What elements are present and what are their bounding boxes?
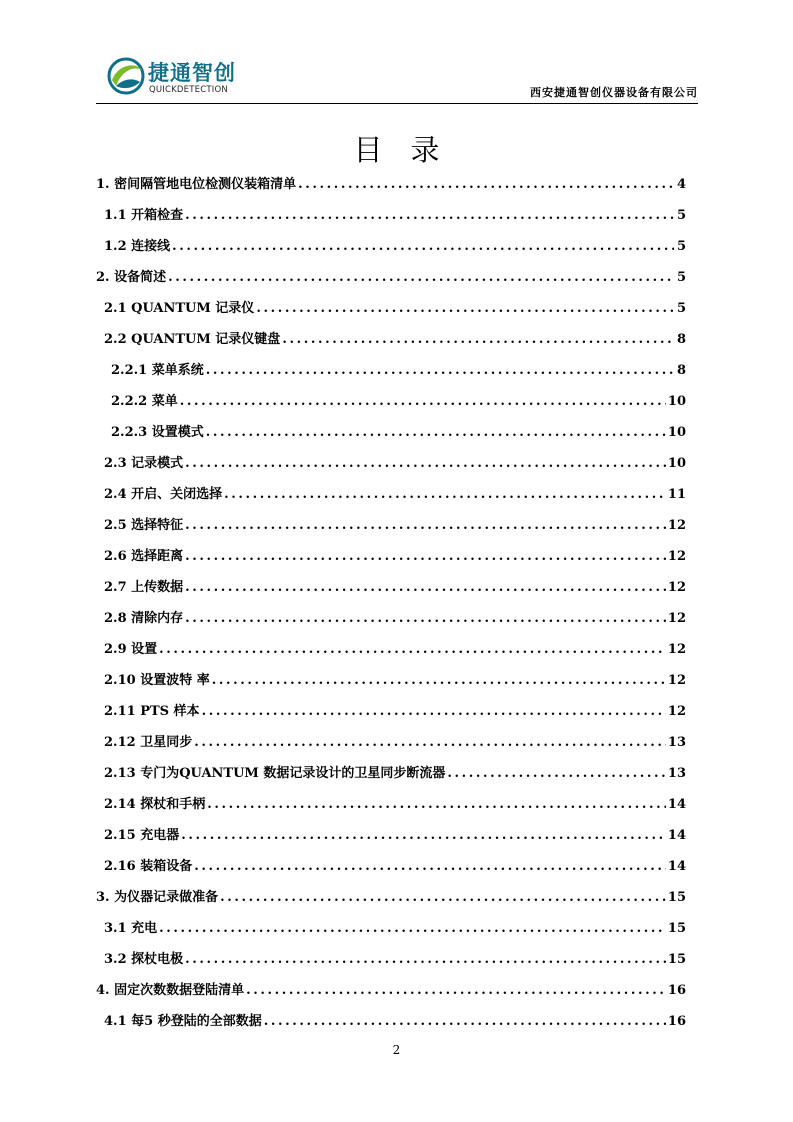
toc-entry-page: 13: [667, 735, 686, 750]
toc-leader-dots: [185, 947, 666, 972]
toc-entry-page: 15: [667, 952, 686, 967]
toc-leader-dots: [206, 420, 666, 445]
toc-leader-dots: [185, 513, 666, 538]
toc-entry-label: 2.7 上传数据: [104, 580, 184, 595]
toc-entry-page: 14: [667, 828, 686, 843]
toc-entry[interactable]: [96, 1009, 686, 1040]
toc-entry[interactable]: [96, 296, 686, 327]
toc-entry-label: 2.15 充电器: [104, 828, 180, 843]
toc-entry-label: 2.9 设置: [104, 642, 158, 657]
toc-entry[interactable]: [96, 482, 686, 513]
toc-entry-label: 2.2.3 设置模式: [111, 425, 204, 440]
toc-entry[interactable]: [96, 544, 686, 575]
toc-entry[interactable]: [96, 947, 686, 978]
toc-entry-label: 4.1 每5 秒登陆的全部数据: [104, 1014, 262, 1029]
toc-entry-label: 2.6 选择距离: [104, 549, 184, 564]
toc-entry-page: 15: [667, 921, 686, 936]
toc-leader-dots: [168, 265, 674, 290]
toc-entry[interactable]: [96, 575, 686, 606]
toc-entry-label: 2.2.1 菜单系统: [111, 363, 204, 378]
toc-leader-dots: [447, 761, 666, 786]
toc-entry[interactable]: [96, 916, 686, 947]
toc-entry[interactable]: [96, 854, 686, 885]
toc-entry-label: 2.5 选择特征: [104, 518, 184, 533]
toc-entry[interactable]: [96, 761, 686, 792]
toc-leader-dots: [207, 792, 666, 817]
toc-entry-page: 12: [667, 673, 686, 688]
toc-entry[interactable]: [96, 172, 686, 203]
toc-entry-page: 15: [667, 890, 686, 905]
toc-entry-label: 2. 设备简述: [96, 270, 167, 285]
toc-leader-dots: [185, 544, 666, 569]
toc-entry-page: 4: [676, 177, 686, 192]
toc-entry-label: 1.1 开箱检查: [104, 208, 184, 223]
toc-entry-page: 12: [667, 611, 686, 626]
logo-swoosh-icon: [106, 56, 146, 96]
header-rule: [96, 103, 698, 104]
toc-leader-dots: [194, 854, 666, 879]
toc-entry[interactable]: [96, 978, 686, 1009]
toc-entry[interactable]: [96, 327, 686, 358]
toc-leader-dots: [181, 823, 666, 848]
toc-entry[interactable]: [96, 606, 686, 637]
toc-entry[interactable]: [96, 358, 686, 389]
toc-entry[interactable]: [96, 792, 686, 823]
toc-entry-label: 3.1 充电: [104, 921, 158, 936]
toc-entry[interactable]: [96, 420, 686, 451]
toc-entry-page: 12: [667, 704, 686, 719]
toc-leader-dots: [246, 978, 666, 1003]
toc-leader-dots: [159, 637, 666, 662]
toc-entry-label: 2.11 PTS 样本: [104, 704, 200, 719]
toc-entry-page: 14: [667, 859, 686, 874]
toc-leader-dots: [159, 916, 666, 941]
toc-leader-dots: [298, 172, 674, 197]
toc-entry-label: 3.2 探杖电极: [104, 952, 184, 967]
toc-leader-dots: [185, 203, 674, 228]
toc-leader-dots: [180, 389, 666, 414]
toc-leader-dots: [256, 296, 674, 321]
toc-leader-dots: [264, 1009, 666, 1034]
toc-entry-page: 12: [667, 642, 686, 657]
toc-entry-label: 2.12 卫星同步: [104, 735, 193, 750]
toc-entry-label: 4. 固定次数数据登陆清单: [96, 983, 245, 998]
toc-entry[interactable]: [96, 668, 686, 699]
toc-entry-page: 11: [667, 487, 686, 502]
toc-leader-dots: [282, 327, 674, 352]
toc-entry-label: 2.10 设置波特 率: [104, 673, 210, 688]
toc-entry-page: 13: [667, 766, 686, 781]
table-of-contents: [96, 172, 686, 1040]
toc-leader-dots: [220, 885, 666, 910]
toc-leader-dots: [202, 699, 666, 724]
toc-leader-dots: [194, 730, 666, 755]
toc-entry-label: 2.1 QUANTUM 记录仪: [104, 301, 255, 316]
toc-entry-page: 8: [676, 363, 686, 378]
toc-entry-label: 2.2.2 菜单: [111, 394, 178, 409]
toc-entry-label: 2.4 开启、关闭选择: [104, 487, 223, 502]
toc-entry-label: 2.8 清除内存: [104, 611, 184, 626]
toc-entry-page: 10: [667, 425, 686, 440]
logo-english-text: QUICKDETECTION: [149, 85, 228, 95]
toc-leader-dots: [185, 606, 666, 631]
toc-leader-dots: [185, 575, 666, 600]
toc-entry-page: 5: [676, 239, 686, 254]
toc-entry-page: 5: [676, 301, 686, 316]
toc-entry-page: 16: [667, 983, 686, 998]
toc-leader-dots: [224, 482, 666, 507]
toc-entry-label: 2.13 专门为QUANTUM 数据记录设计的卫星同步断流器: [104, 766, 446, 781]
toc-entry-page: 14: [667, 797, 686, 812]
logo-chinese-text: 捷通智创: [148, 61, 236, 85]
toc-entry[interactable]: [96, 513, 686, 544]
page-header: [96, 50, 698, 104]
toc-entry[interactable]: [96, 885, 686, 916]
toc-leader-dots: [212, 668, 666, 693]
toc-entry-label: 1.2 连接线: [104, 239, 171, 254]
toc-entry-page: 5: [676, 208, 686, 223]
toc-entry[interactable]: [96, 265, 686, 296]
toc-entry-page: 5: [676, 270, 686, 285]
toc-entry-page: 16: [667, 1014, 686, 1029]
toc-entry-label: 2.3 记录模式: [104, 456, 184, 471]
company-name: 西安捷通智创仪器设备有限公司: [530, 86, 698, 99]
toc-entry-page: 12: [667, 580, 686, 595]
toc-entry-page: 10: [667, 394, 686, 409]
toc-entry-label: 3. 为仪器记录做准备: [96, 890, 219, 905]
page-title: 目录: [353, 133, 468, 167]
toc-entry[interactable]: [96, 699, 686, 730]
toc-entry-page: 12: [667, 549, 686, 564]
toc-entry[interactable]: [96, 637, 686, 668]
toc-entry-label: 2.2 QUANTUM 记录仪键盘: [104, 332, 281, 347]
company-logo: [106, 56, 246, 100]
toc-entry[interactable]: [96, 451, 686, 482]
page-number: 2: [392, 1043, 401, 1057]
toc-entry-page: 12: [667, 518, 686, 533]
toc-entry[interactable]: [96, 730, 686, 761]
toc-entry[interactable]: [96, 389, 686, 420]
toc-entry[interactable]: [96, 823, 686, 854]
toc-leader-dots: [206, 358, 674, 383]
toc-leader-dots: [185, 451, 666, 476]
toc-entry-page: 8: [676, 332, 686, 347]
toc-entry[interactable]: [96, 234, 686, 265]
toc-leader-dots: [172, 234, 674, 259]
toc-entry-label: 2.14 探杖和手柄: [104, 797, 206, 812]
toc-entry-label: 1. 密间隔管地电位检测仪装箱清单: [96, 177, 297, 192]
toc-entry-label: 2.16 装箱设备: [104, 859, 193, 874]
toc-entry-page: 10: [667, 456, 686, 471]
toc-entry[interactable]: [96, 203, 686, 234]
